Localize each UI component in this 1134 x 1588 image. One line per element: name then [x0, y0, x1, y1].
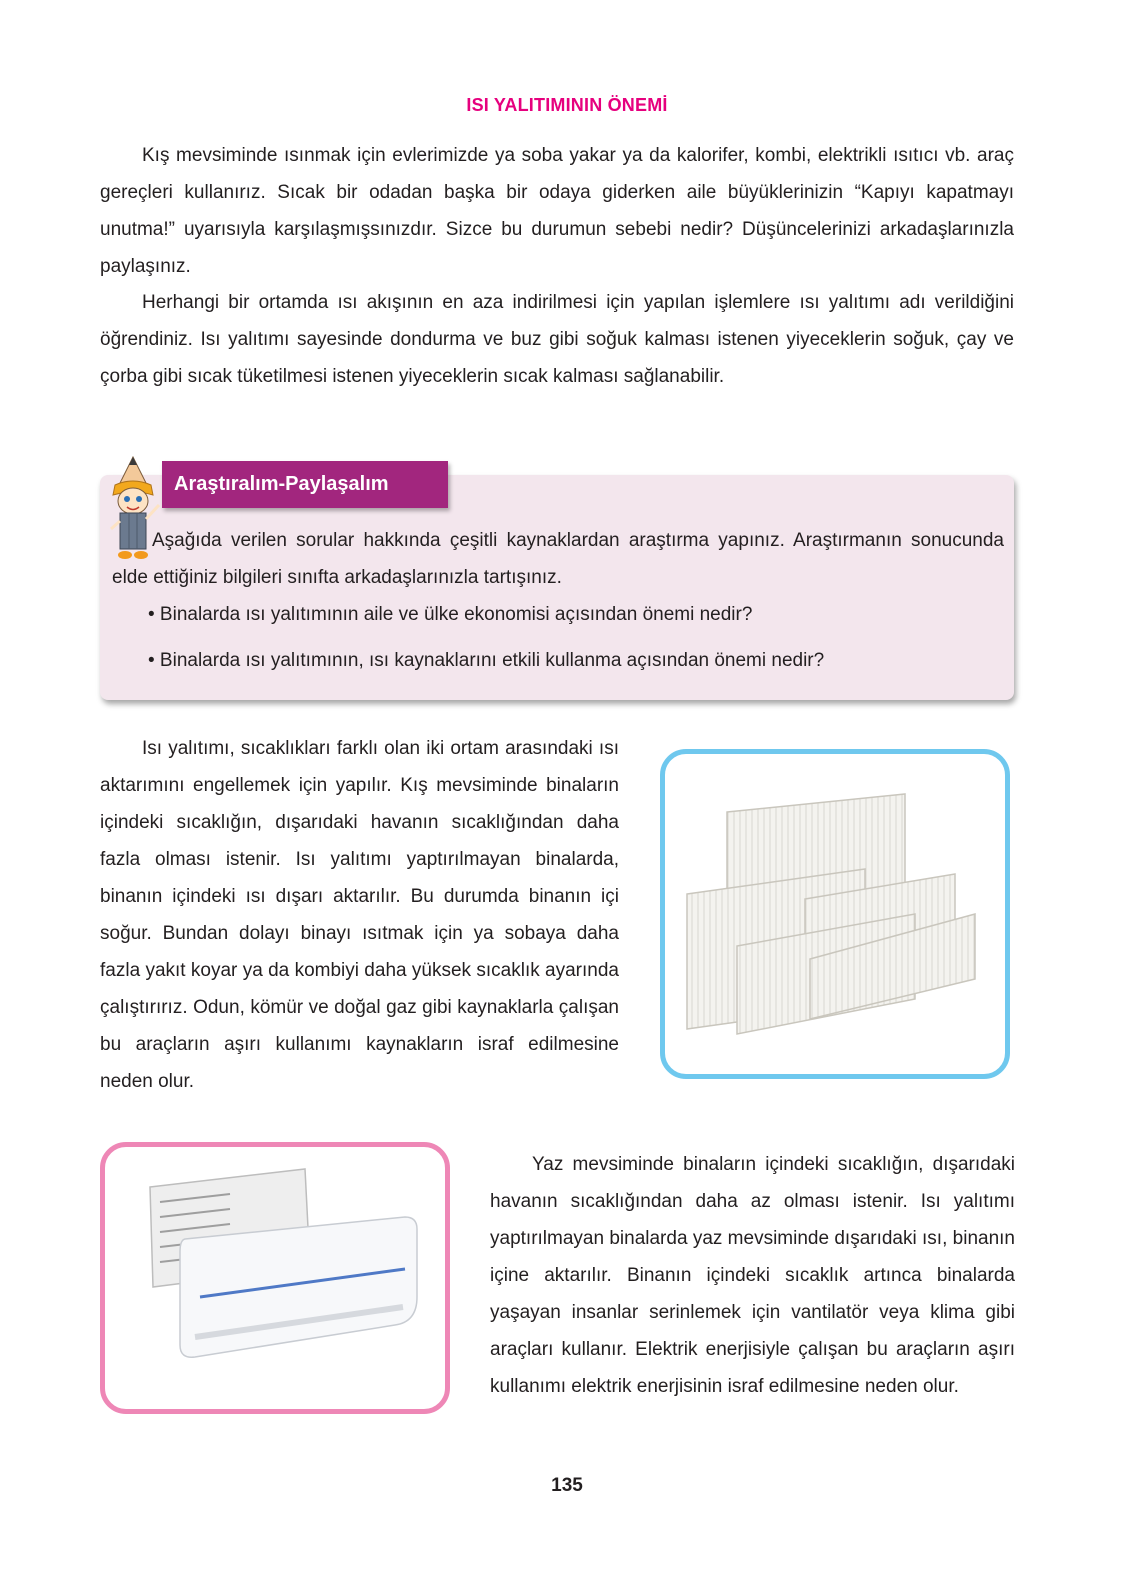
page-title: ISI YALITIMININ ÖNEMİ [466, 95, 668, 115]
paragraph-winter-heating: Kış mevsiminde ısınmak için evlerimizde ya soba yakar ya da kalorifer, kombi, elektrikli ısıtıcı vb. araç gereçleri kullanırız. Sıcak bir odadan başka bir odaya giderken aile büyüklerinizin “Kapıyı kapatmayı unutma!” uyarısıyla karşılaşmışsınızdır. Sizce bu durumun sebebi nedir? Düşüncelerinizi arkadaşlarınızla paylaşınız. [100, 145, 1014, 277]
radiators-image-frame [660, 749, 1010, 1079]
radiators-image [665, 754, 1005, 1074]
air-conditioner-image-frame [100, 1142, 450, 1414]
activity-heading: Araştıralım-Paylaşalım [162, 461, 448, 508]
activity-intro: Aşağıda verilen sorular hakkında çeşitli kaynaklardan araştırma yapınız. Araştırmanın sonucunda elde ettiğiniz bilgileri sınıfta arkadaşlarınızla tartışınız. [112, 530, 1004, 588]
activity-bullet: • Binalarda ısı yalıtımının aile ve ülke ekonomisi açısından önemi nedir? [148, 604, 753, 625]
air-conditioner-image [105, 1147, 445, 1409]
activity-bullet: • Binalarda ısı yalıtımının, ısı kaynaklarını etkili kullanma açısından önemi nedir? [148, 650, 825, 671]
page-number: 135 [551, 1475, 583, 1496]
paragraph-summer-insulation: Yaz mevsiminde binaların içindeki sıcaklığın, dışarıdaki havanın sıcaklığından daha az olması istenir. Isı yalıtımı yaptırılmayan binalarda yaz mevsiminde dışarıdaki ısı, binanın içine aktarılır. Binanın içindeki sıcaklık artınca binalarda yaşayan insanlar serinlemek için vantilatör veya klima gibi araçları kullanır. Elektrik enerjisiyle çalışan bu araçların aşırı kullanımı elektrik enerjisinin israf edilmesine neden olur. [490, 1154, 1015, 1397]
paragraph-insulation-definition: Herhangi bir ortamda ısı akışının en aza indirilmesi için yapılan işlemlere ısı yalıtımı adı verildiğini öğrendiniz. Isı yalıtımı sayesinde dondurma ve buz gibi soğuk kalması istenen yiyeceklerin soğuk, çay ve çorba gibi sıcak tüketilmesi istenen yiyeceklerin sıcak kalması sağlanabilir. [100, 292, 1014, 387]
paragraph-winter-insulation: Isı yalıtımı, sıcaklıkları farklı olan iki ortam arasındaki ısı aktarımını engellemek için yapılır. Kış mevsiminde binaların içindeki sıcaklığın, dışarıdaki havanın sıcaklığından daha fazla olması istenir. Isı yalıtımı yaptırılmayan binalarda, binanın içindeki ısı dışarı aktarılır. Bu durumda binanın içi soğur. Bundan dolayı binayı ısıtmak için ya sobaya daha fazla yakıt koyar ya da kombiyi daha yüksek sıcaklık ayarında çalıştırırız. Odun, kömür ve doğal gaz gibi kaynaklarla çalışan bu araçların aşırı kullanımı kaynakların israf edilmesine neden olur. [100, 738, 619, 1092]
